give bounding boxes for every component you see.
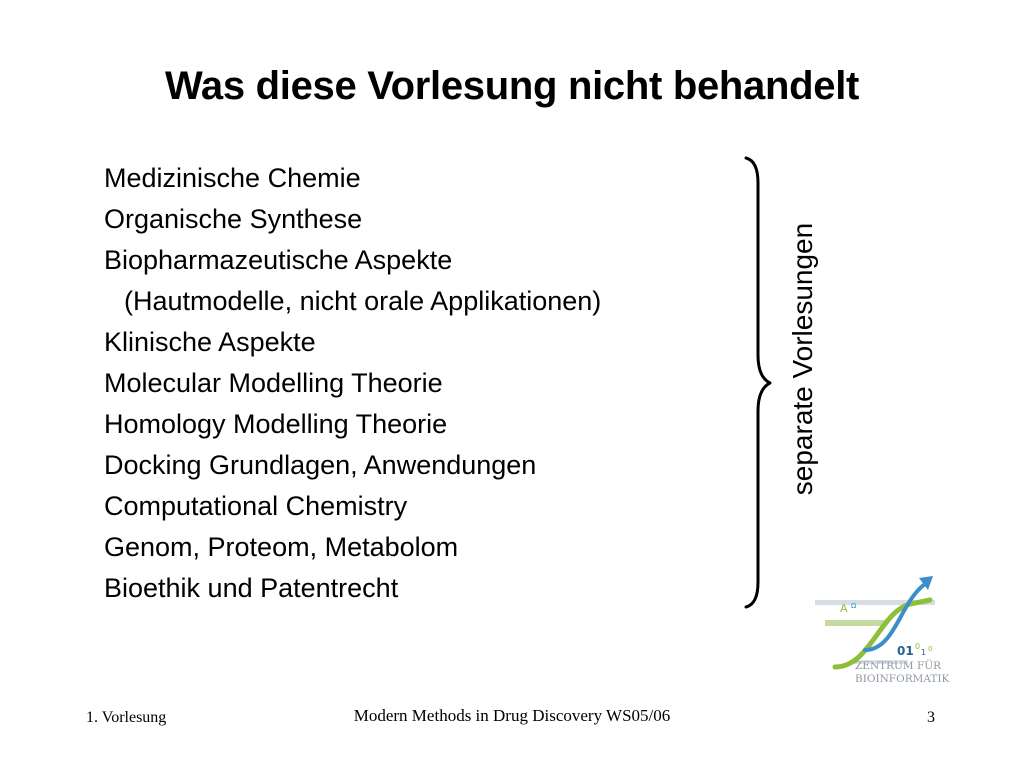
bioinformatics-logo-icon: [815, 572, 960, 692]
topic-item-subnote: (Hautmodelle, nicht orale Applikationen): [124, 286, 602, 316]
side-label: separate Vorlesungen: [787, 222, 818, 496]
topic-item: Homology Modelling Theorie: [104, 409, 448, 439]
svg-text:Ω: Ω: [851, 602, 857, 610]
topic-item: Computational Chemistry: [104, 491, 408, 521]
topic-item: Molecular Modelling Theorie: [104, 368, 443, 398]
topic-item: Klinische Aspekte: [104, 327, 316, 357]
topic-item: Biopharmazeutische Aspekte: [104, 245, 453, 275]
page-number: 3: [927, 709, 935, 726]
topic-item: Medizinische Chemie: [104, 163, 361, 193]
svg-text:01: 01: [897, 644, 914, 658]
logo-line1: ZENTRUM FÜR: [855, 660, 942, 672]
topic-item: Genom, Proteom, Metabolom: [104, 532, 459, 562]
logo-line2: BIOINFORMATIK: [855, 673, 950, 685]
topic-item: Bioethik und Patentrecht: [104, 573, 399, 603]
footer-lecture-label: 1. Vorlesung: [86, 709, 167, 726]
slide-title: Was diese Vorlesung nicht behandelt: [164, 64, 860, 108]
topic-item: Docking Grundlagen, Anwendungen: [104, 450, 537, 480]
svg-text:A: A: [840, 602, 848, 615]
footer-course-title: Modern Methods in Drug Discovery WS05/06: [353, 706, 671, 725]
zentrum-bioinformatik-logo: [815, 572, 960, 692]
svg-text:1: 1: [921, 648, 927, 657]
svg-text:0: 0: [928, 645, 933, 653]
topic-item: Organische Synthese: [104, 204, 363, 234]
curly-brace-icon: [738, 155, 778, 610]
svg-text:0: 0: [915, 642, 921, 651]
topic-list: [104, 158, 601, 609]
